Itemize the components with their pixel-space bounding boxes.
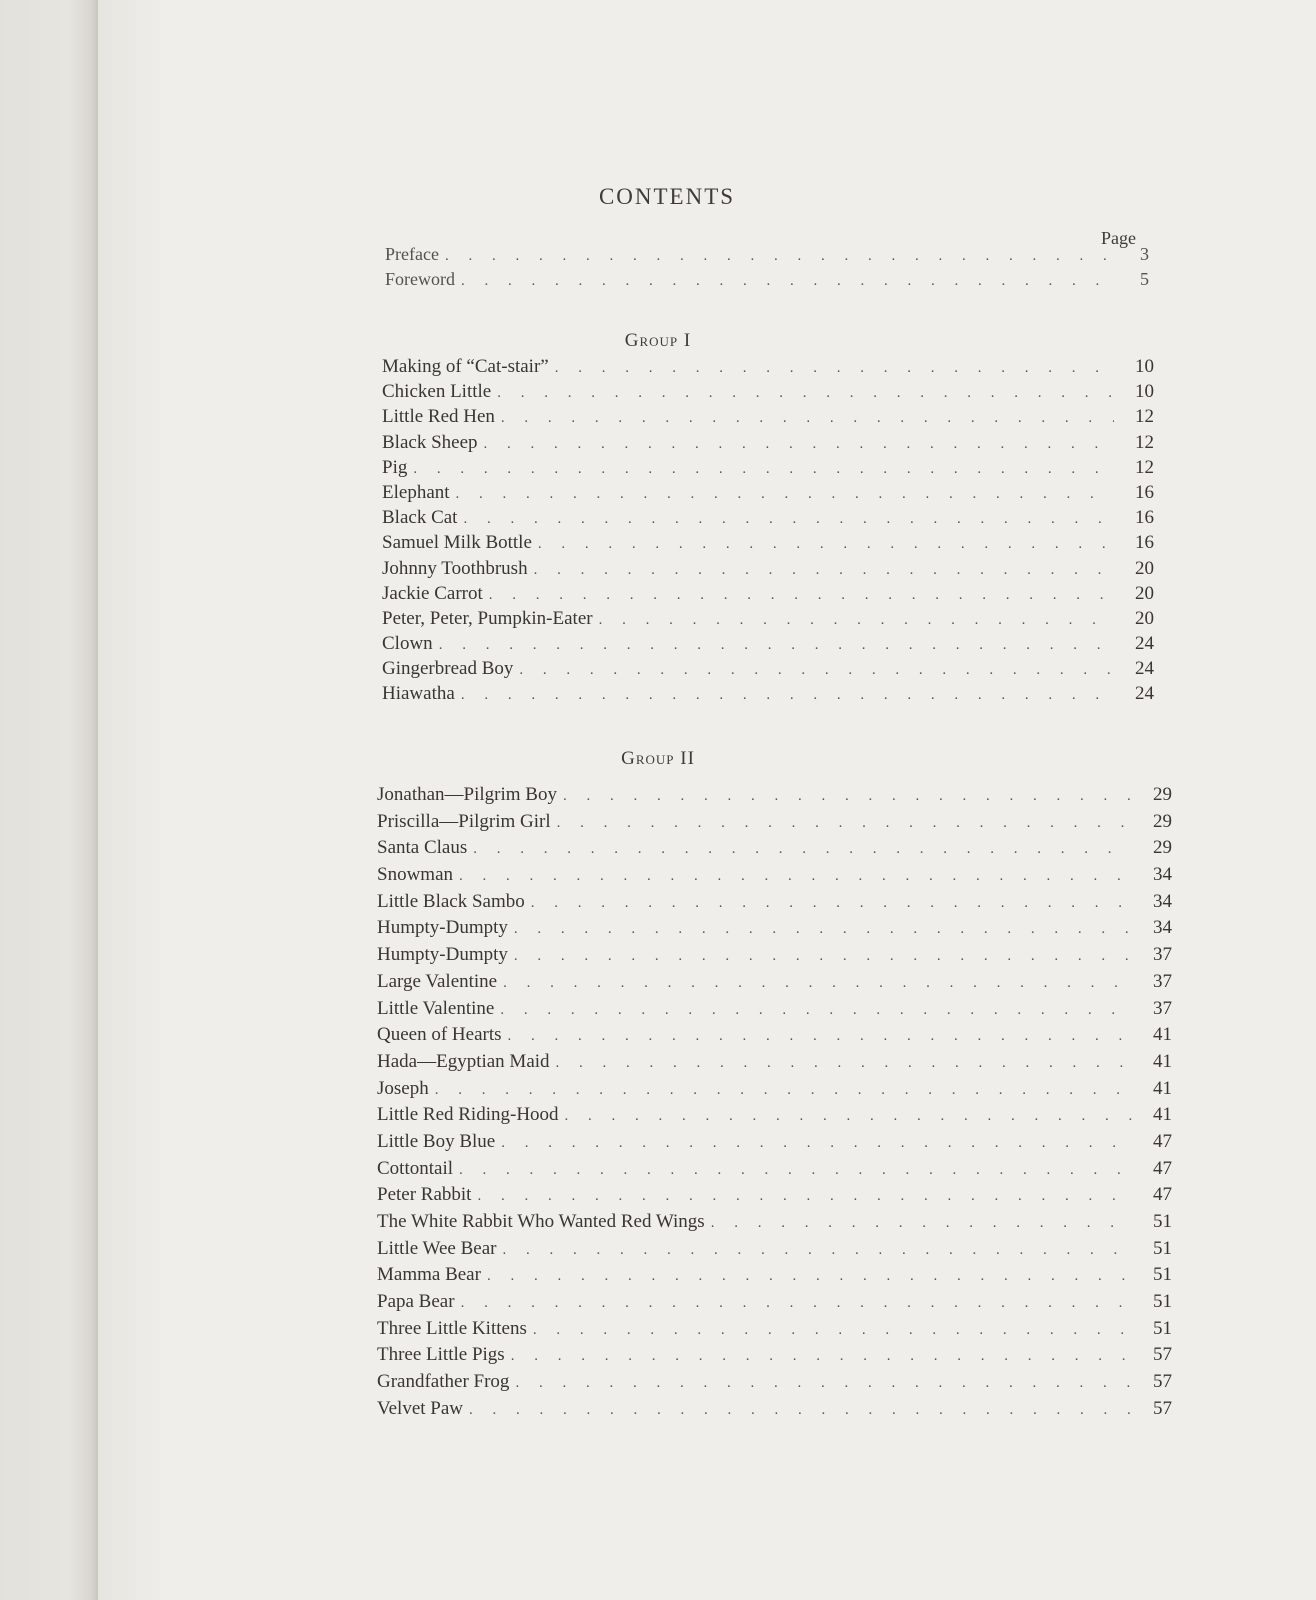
toc-entry (382, 356, 1154, 381)
page-column-label: Page (1101, 228, 1136, 248)
toc-entry-page-number: 16 (1135, 532, 1154, 554)
toc-entry-title: Hiawatha (382, 683, 455, 705)
dot-leader (463, 511, 1114, 528)
toc-entry (377, 1024, 1172, 1051)
dot-leader (555, 360, 1114, 377)
toc-entry-page-number: 29 (1153, 784, 1172, 805)
dot-leader (501, 410, 1114, 427)
toc-entry (382, 432, 1154, 457)
toc-entry-page-number: 37 (1153, 970, 1172, 992)
toc-entry-title: Little Red Riding-Hood (377, 1104, 559, 1126)
toc-entry-page-number: 57 (1153, 1371, 1172, 1393)
toc-entry-title: Little Valentine (377, 997, 495, 1019)
toc-entry (377, 1318, 1172, 1345)
toc-entry (377, 837, 1172, 864)
toc-entry (377, 1264, 1172, 1291)
toc-entry-title: Large Valentine (377, 970, 498, 992)
toc-entry-page-number: 34 (1153, 917, 1172, 939)
toc-entry-page-number: 41 (1153, 1024, 1172, 1046)
toc-entry-title: Pig (382, 456, 408, 478)
toc-entry (377, 1211, 1172, 1238)
dot-leader (489, 587, 1114, 604)
toc-entry (377, 891, 1172, 918)
toc-entry (377, 1104, 1172, 1131)
dot-leader (519, 662, 1114, 679)
previous-page-edge (0, 0, 98, 1600)
toc-entry-page-number: 51 (1153, 1264, 1172, 1286)
dot-leader (477, 1188, 1132, 1205)
dot-leader (502, 1242, 1132, 1259)
dot-leader (461, 1295, 1132, 1312)
toc-entry-page-number: 16 (1135, 481, 1154, 503)
toc-entry-title: Little Boy Blue (377, 1130, 496, 1152)
toc-entry (385, 244, 1149, 269)
dot-leader (514, 921, 1132, 938)
toc-entry-page-number: 57 (1153, 1397, 1172, 1419)
toc-entry-page-number: 29 (1153, 837, 1172, 859)
toc-entry-page-number: 41 (1153, 1104, 1172, 1126)
toc-entry (382, 457, 1154, 482)
dot-leader (534, 562, 1114, 579)
toc-entry (377, 1291, 1172, 1318)
toc-entry-page-number: 3 (1140, 244, 1149, 264)
toc-entry (385, 269, 1149, 294)
toc-entry (382, 583, 1154, 608)
toc-entry (382, 633, 1154, 658)
toc-entry-title: Jackie Carrot (382, 582, 483, 604)
toc-entry-title: Santa Claus (377, 837, 468, 859)
toc-entry-page-number: 51 (1153, 1237, 1172, 1259)
dot-leader (461, 687, 1114, 704)
dot-leader (461, 273, 1109, 290)
toc-entry-title: Velvet Paw (377, 1397, 464, 1419)
toc-entry (377, 1398, 1172, 1425)
toc-entry (377, 1344, 1172, 1371)
toc-entry-page-number: 37 (1153, 997, 1172, 1019)
dot-leader (473, 841, 1132, 858)
toc-entry-page-number: 47 (1153, 1184, 1172, 1206)
toc-entry-page-number: 12 (1135, 431, 1154, 453)
toc-entry-title: Peter, Peter, Pumpkin-Eater (382, 607, 593, 629)
toc-entry (382, 507, 1154, 532)
toc-entry-title: Little Wee Bear (377, 1237, 497, 1259)
toc-entry-page-number: 51 (1153, 1211, 1172, 1232)
toc-entry (377, 1238, 1172, 1265)
dot-leader (459, 868, 1132, 885)
toc-entry (382, 482, 1154, 507)
toc-entry-title: Foreword (385, 269, 455, 289)
toc-entry (377, 998, 1172, 1025)
dot-leader (508, 1028, 1132, 1045)
front-matter-list (385, 244, 1149, 294)
dot-leader (435, 1082, 1132, 1099)
dot-leader (413, 461, 1114, 478)
group-1-heading: Group I (624, 330, 692, 351)
toc-entry-title: Little Black Sambo (377, 890, 525, 912)
toc-entry (377, 1371, 1172, 1398)
dot-leader (439, 637, 1114, 654)
toc-entry-title: Three Little Pigs (377, 1344, 505, 1366)
toc-entry-page-number: 41 (1153, 1077, 1172, 1099)
dot-leader (556, 1055, 1132, 1072)
dot-leader (599, 612, 1114, 629)
toc-entry (377, 971, 1172, 998)
toc-entry-title: The White Rabbit Who Wanted Red Wings (377, 1211, 705, 1232)
toc-entry-page-number: 57 (1153, 1344, 1172, 1366)
toc-entry-page-number: 34 (1153, 890, 1172, 912)
toc-entry-title: Queen of Hearts (377, 1024, 502, 1046)
toc-entry (377, 1131, 1172, 1158)
toc-entry-title: Mamma Bear (377, 1264, 481, 1286)
dot-leader (487, 1268, 1132, 1285)
dot-leader (500, 1002, 1132, 1019)
dot-leader (563, 788, 1132, 805)
toc-entry-page-number: 10 (1135, 356, 1154, 377)
toc-entry-title: Snowman (377, 864, 453, 886)
toc-entry-title: Johnny Toothbrush (382, 557, 528, 579)
toc-entry (377, 944, 1172, 971)
toc-entry-title: Samuel Milk Bottle (382, 532, 532, 554)
toc-entry (382, 683, 1154, 708)
page-title: CONTENTS (598, 184, 736, 209)
toc-entry-title: Hada—Egyptian Maid (377, 1050, 550, 1072)
group-1-list (382, 356, 1154, 709)
toc-entry-page-number: 47 (1153, 1130, 1172, 1152)
toc-entry-page-number: 37 (1153, 944, 1172, 966)
toc-entry (382, 406, 1154, 431)
toc-entry-title: Making of “Cat-stair” (382, 356, 549, 377)
dot-leader (557, 815, 1132, 832)
toc-entry (377, 1051, 1172, 1078)
dot-leader (503, 975, 1132, 992)
toc-entry-page-number: 12 (1135, 406, 1154, 428)
toc-entry-page-number: 34 (1153, 864, 1172, 886)
toc-entry-title: Preface (385, 244, 439, 264)
toc-entry-page-number: 51 (1153, 1291, 1172, 1313)
toc-entry-title: Peter Rabbit (377, 1184, 472, 1206)
toc-entry (382, 381, 1154, 406)
toc-entry-title: Humpty-Dumpty (377, 944, 508, 966)
toc-entry-page-number: 20 (1135, 607, 1154, 629)
toc-entry-page-number: 51 (1153, 1317, 1172, 1339)
toc-entry-title: Black Cat (382, 507, 458, 529)
dot-leader (459, 1162, 1132, 1179)
toc-entry-page-number: 16 (1135, 507, 1154, 529)
toc-entry-page-number: 47 (1153, 1157, 1172, 1179)
toc-entry-page-number: 24 (1135, 658, 1154, 680)
toc-entry-title: Grandfather Frog (377, 1371, 510, 1393)
toc-entry-title: Chicken Little (382, 381, 492, 403)
toc-entry-title: Cottontail (377, 1157, 453, 1179)
toc-entry-title: Elephant (382, 481, 450, 503)
dot-leader (531, 895, 1132, 912)
toc-entry-title: Little Red Hen (382, 406, 495, 428)
dot-leader (565, 1108, 1132, 1125)
dot-leader (469, 1402, 1132, 1419)
dot-leader (533, 1322, 1132, 1339)
toc-entry (377, 864, 1172, 891)
toc-entry-page-number: 29 (1153, 810, 1172, 832)
toc-entry (377, 784, 1172, 811)
dot-leader (445, 248, 1109, 265)
toc-entry-title: Joseph (377, 1077, 429, 1099)
toc-entry-title: Priscilla—Pilgrim Girl (377, 810, 551, 832)
toc-entry-title: Three Little Kittens (377, 1317, 527, 1339)
toc-entry (382, 658, 1154, 683)
toc-entry (377, 917, 1172, 944)
toc-entry (377, 811, 1172, 838)
toc-entry (382, 532, 1154, 557)
toc-entry-page-number: 5 (1140, 269, 1149, 289)
toc-entry-title: Humpty-Dumpty (377, 917, 508, 939)
toc-entry (382, 558, 1154, 583)
dot-leader (514, 948, 1132, 965)
toc-entry-page-number: 12 (1135, 456, 1154, 478)
dot-leader (501, 1135, 1132, 1152)
toc-entry (377, 1078, 1172, 1105)
dot-leader (484, 436, 1114, 453)
toc-entry-title: Clown (382, 633, 433, 655)
dot-leader (511, 1348, 1132, 1365)
toc-entry (382, 608, 1154, 633)
toc-entry-title: Jonathan—Pilgrim Boy (377, 784, 557, 805)
toc-entry-title: Black Sheep (382, 431, 478, 453)
toc-entry-page-number: 20 (1135, 557, 1154, 579)
dot-leader (497, 385, 1114, 402)
toc-entry-title: Gingerbread Boy (382, 658, 514, 680)
dot-leader (515, 1375, 1132, 1392)
toc-entry (377, 1184, 1172, 1211)
toc-entry-page-number: 24 (1135, 633, 1154, 655)
group-2-heading: Group II (621, 748, 695, 769)
toc-entry (377, 1158, 1172, 1185)
toc-entry-page-number: 41 (1153, 1050, 1172, 1072)
group-2-list (377, 784, 1172, 1425)
toc-entry-page-number: 20 (1135, 582, 1154, 604)
toc-entry-page-number: 24 (1135, 683, 1154, 705)
dot-leader (711, 1215, 1132, 1232)
dot-leader (538, 536, 1114, 553)
dot-leader (456, 486, 1114, 503)
toc-entry-title: Papa Bear (377, 1291, 455, 1313)
toc-entry-page-number: 10 (1135, 381, 1154, 403)
